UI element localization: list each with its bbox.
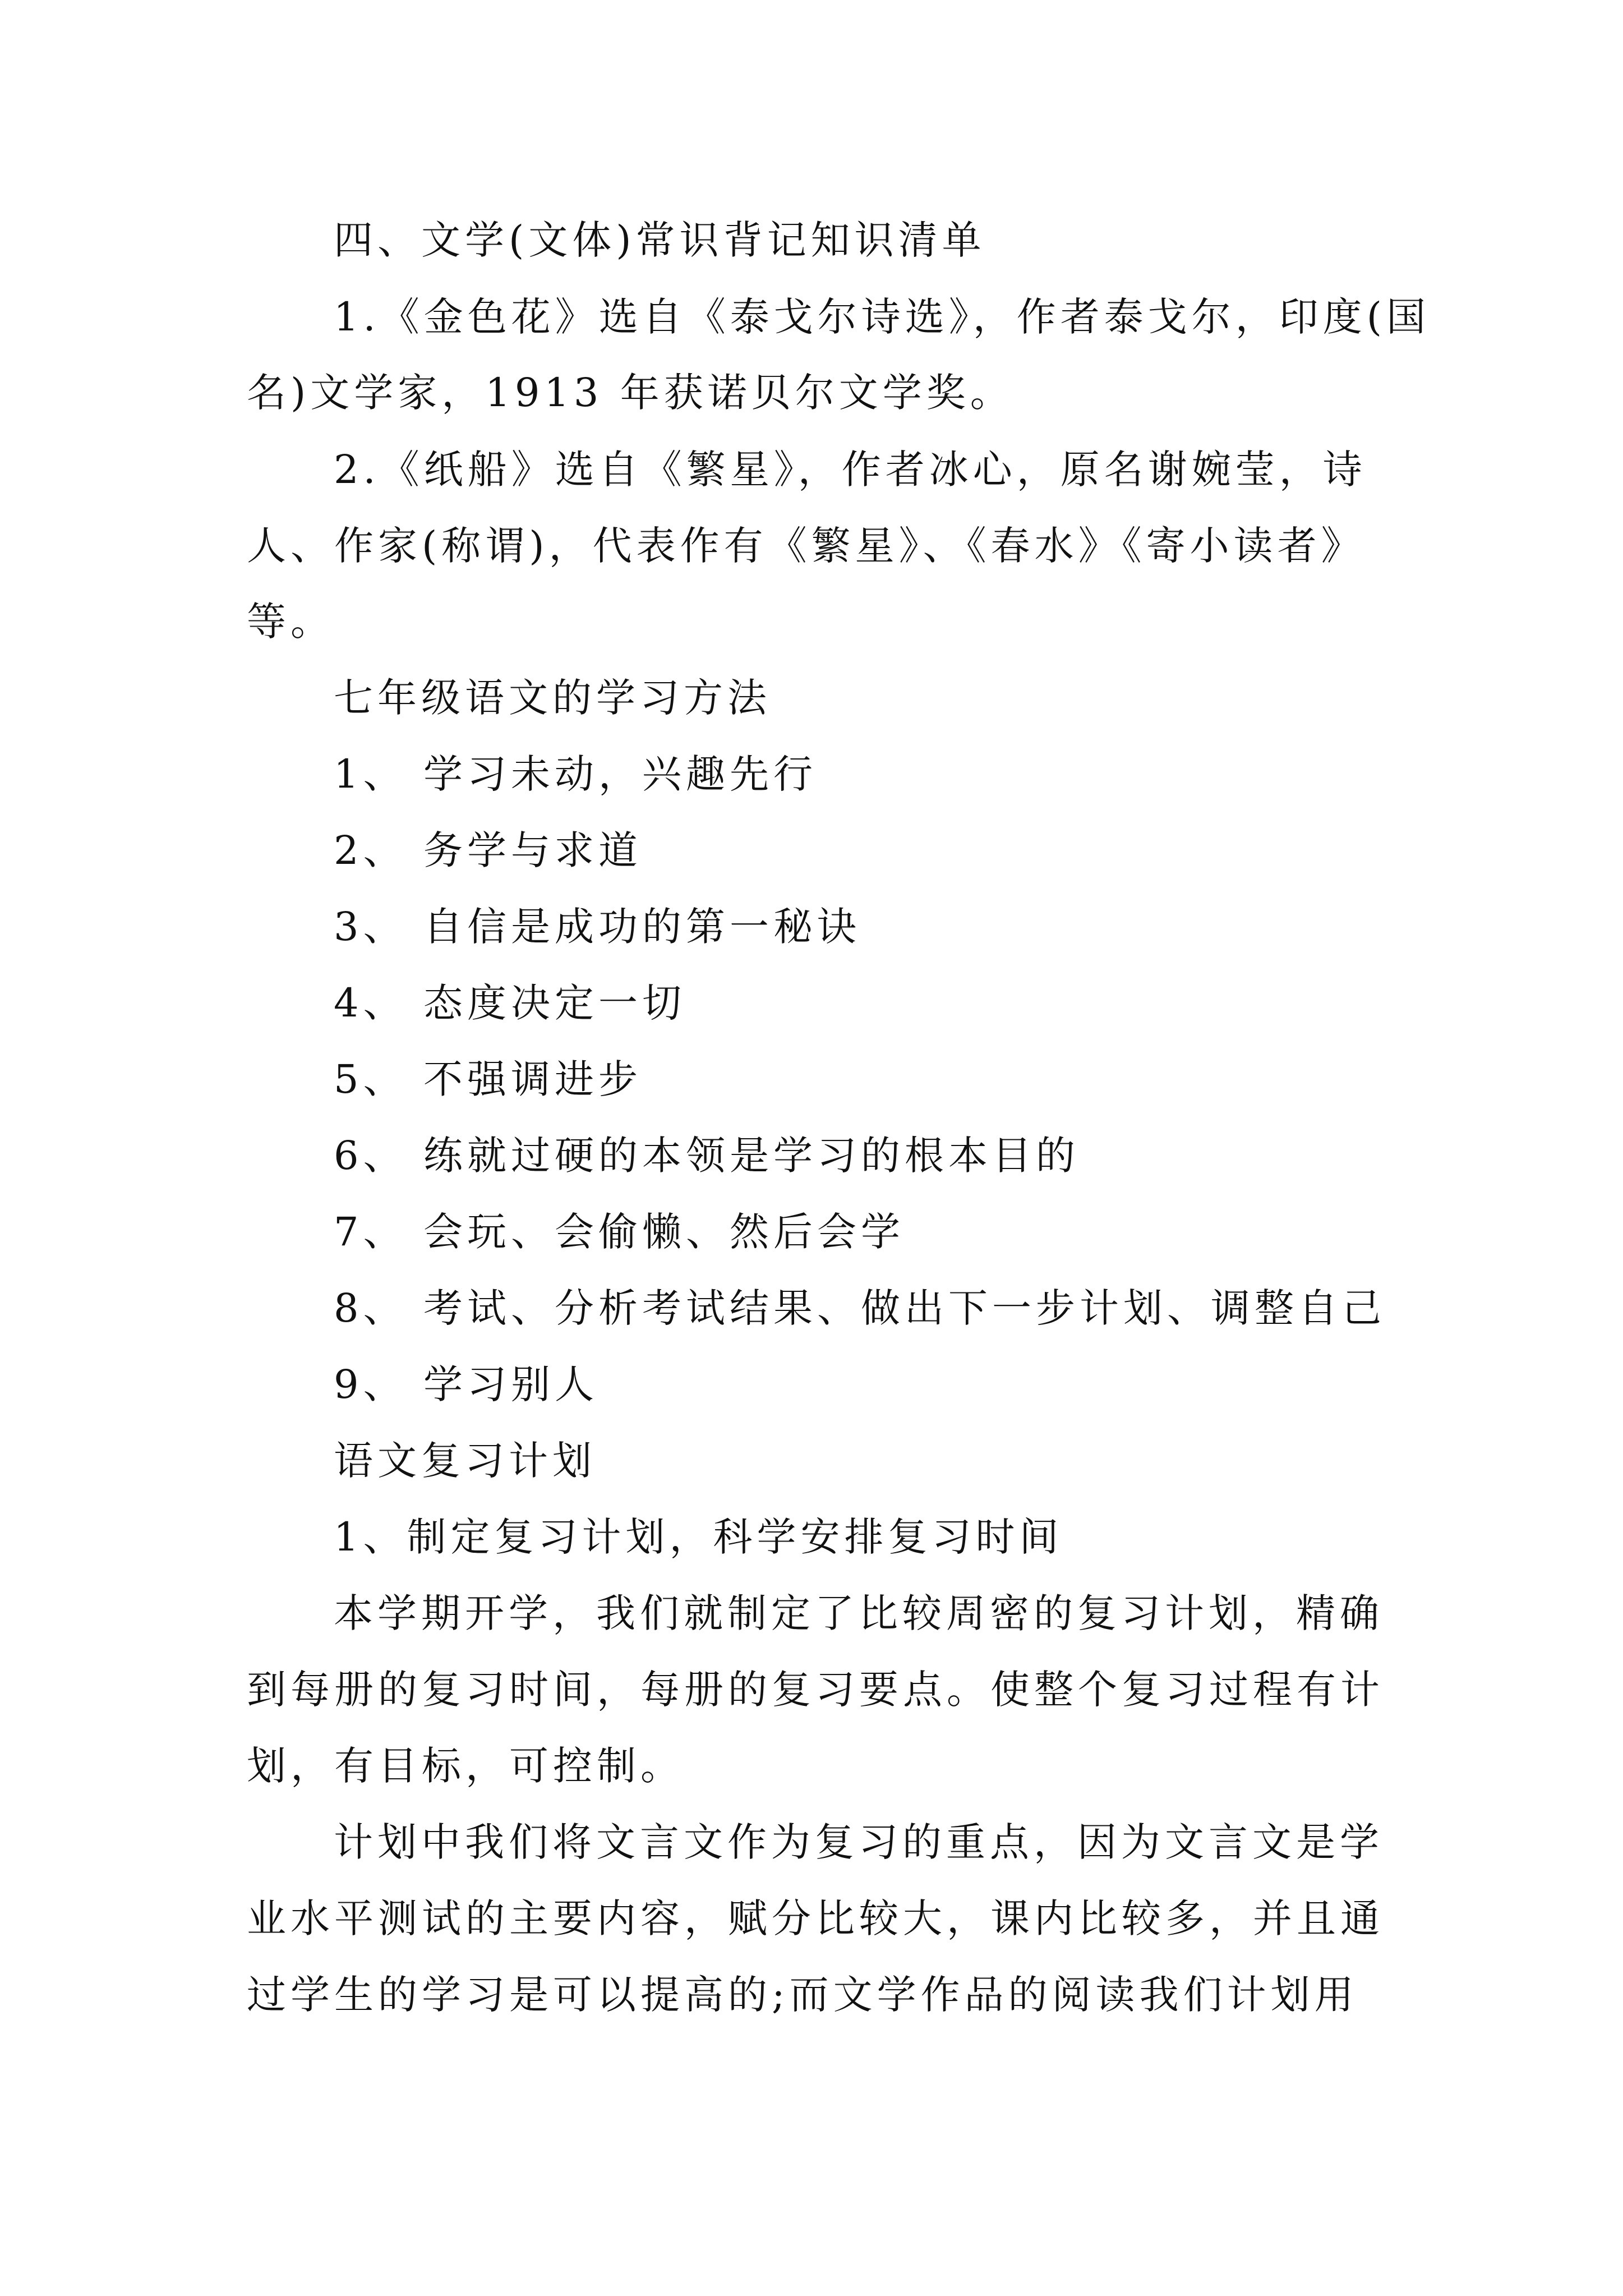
method-text: 学习未动，兴趣先行 bbox=[423, 751, 817, 797]
method-number: 5、 bbox=[334, 1056, 407, 1102]
method-item bbox=[334, 1204, 905, 1260]
method-item bbox=[334, 746, 817, 802]
method-item bbox=[334, 1356, 598, 1412]
method-text: 学习别人 bbox=[423, 1361, 598, 1407]
method-item bbox=[334, 975, 686, 1031]
method-item bbox=[334, 1280, 1386, 1336]
method-number: 4、 bbox=[334, 980, 407, 1026]
item-2-line-1: 2.《纸船》选自《繁星》，作者冰心，原名谢婉莹，诗 bbox=[334, 447, 1367, 493]
method-number: 9、 bbox=[334, 1361, 407, 1407]
method-number: 2、 bbox=[334, 827, 407, 873]
method-text: 自信是成功的第一秘诀 bbox=[423, 904, 861, 950]
method-text: 务学与求道 bbox=[423, 827, 642, 873]
paragraph-2-line-3: 过学生的学习是可以提高的;而文学作品的阅读我们计划用 bbox=[247, 1972, 1358, 2018]
paragraph-1-line-3: 划，有目标，可控制。 bbox=[247, 1743, 684, 1789]
paragraph-2-line-1: 计划中我们将文言文作为复习的重点，因为文言文是学 bbox=[334, 1819, 1384, 1865]
section-heading-literature: 四、文学(文体)常识背记知识清单 bbox=[334, 217, 986, 263]
item-1-line-1: 1.《金色花》选自《泰戈尔诗选》，作者泰戈尔，印度(国 bbox=[334, 294, 1431, 340]
sub-heading: 1、制定复习计划，科学安排复习时间 bbox=[334, 1514, 1063, 1560]
method-text: 练就过硬的本领是学习的根本目的 bbox=[423, 1133, 1080, 1179]
method-item bbox=[334, 1128, 1080, 1184]
paragraph-2-line-2: 业水平测试的主要内容，赋分比较大，课内比较多，并且通 bbox=[247, 1895, 1384, 1941]
method-number: 7、 bbox=[334, 1209, 407, 1255]
paragraph-1-line-2: 到每册的复习时间，每册的复习要点。使整个复习过程有计 bbox=[247, 1667, 1384, 1713]
method-item bbox=[334, 899, 861, 955]
method-number: 1、 bbox=[334, 751, 407, 797]
item-1-line-2: 名)文学家，1913 年获诺贝尔文学奖。 bbox=[247, 370, 1014, 416]
paragraph-1-line-1: 本学期开学，我们就制定了比较周密的复习计划，精确 bbox=[334, 1590, 1384, 1636]
method-text: 态度决定一切 bbox=[423, 980, 686, 1026]
method-number: 6、 bbox=[334, 1133, 407, 1179]
method-text: 会玩、会偷懒、然后会学 bbox=[423, 1209, 905, 1255]
method-item bbox=[334, 1051, 642, 1107]
method-text: 考试、分析考试结果、做出下一步计划、调整自己 bbox=[423, 1285, 1386, 1331]
section-heading-study-methods: 七年级语文的学习方法 bbox=[334, 675, 771, 721]
method-item bbox=[334, 822, 642, 878]
item-2-line-3: 等。 bbox=[247, 599, 334, 645]
method-text: 不强调进步 bbox=[423, 1056, 642, 1102]
item-2-line-2: 人、作家(称谓)，代表作有《繁星》、《春水》《寄小读者》 bbox=[247, 523, 1365, 569]
method-number: 3、 bbox=[334, 904, 407, 950]
section-heading-review-plan: 语文复习计划 bbox=[334, 1438, 596, 1484]
method-number: 8、 bbox=[334, 1285, 407, 1331]
